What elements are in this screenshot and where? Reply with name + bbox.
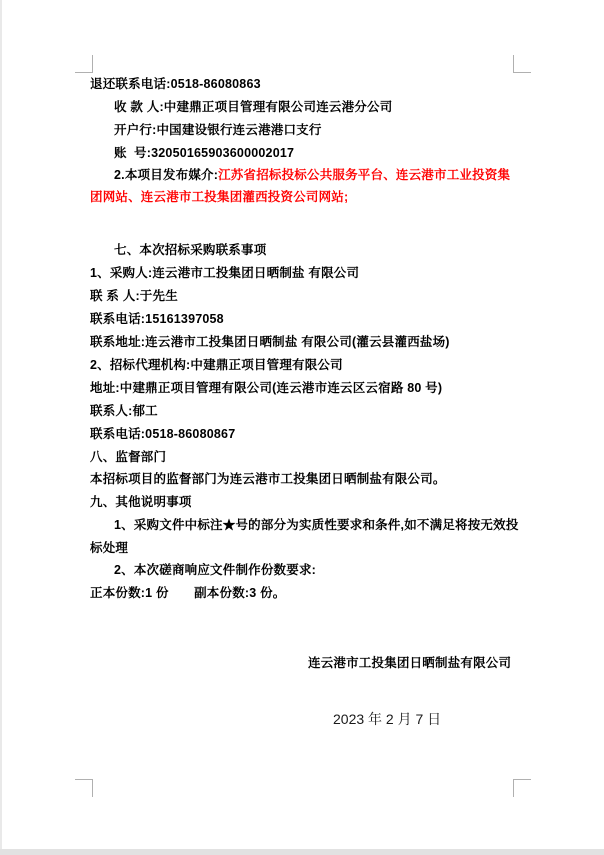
- line-copies: 正本份数:1 份 副本份数:3 份。: [90, 586, 286, 600]
- crop-mark-top-right: [513, 55, 531, 73]
- line-agency-contact: 联系人:郁工: [90, 404, 158, 418]
- crop-mark-bottom-right: [513, 779, 531, 797]
- line-note1-part2: 标处理: [90, 541, 129, 555]
- line-publish-media-cont: 团网站、连云港市工投集团灌西投资公司网站;: [90, 190, 349, 204]
- line-publish-media: [114, 167, 510, 183]
- signature-company: 连云港市工投集团日晒制盐有限公司: [308, 656, 512, 670]
- page-bottom-edge-shadow: [0, 849, 604, 855]
- crop-mark-bottom-left: [75, 779, 93, 797]
- line-purchaser: 1、采购人:连云港市工投集团日晒制盐 有限公司: [90, 266, 360, 280]
- line-agency-phone: 联系电话:0518-86080867: [90, 427, 236, 441]
- line-contact-address: 联系地址:连云港市工投集团日晒制盐 有限公司(灌云县灌西盐场): [90, 335, 450, 349]
- line-payee: 收 款 人:中建鼎正项目管理有限公司连云港分公司: [114, 100, 393, 114]
- publish-media-red-text: 江苏省招标投标公共服务平台、连云港市工业投资集: [218, 168, 511, 182]
- line-account-no: 账 号:32050165903600002017: [114, 146, 295, 160]
- crop-mark-top-left: [75, 55, 93, 73]
- publish-media-label: 2.本项目发布媒介:: [114, 168, 219, 182]
- line-section8-title: 八、监督部门: [90, 450, 167, 464]
- line-agency-address: 地址:中建鼎正项目管理有限公司(连云港市连云区云宿路 80 号): [90, 381, 443, 395]
- line-refund-phone: 退还联系电话:0518-86080863: [90, 77, 261, 91]
- line-section7-title: 七、本次招标采购联系事项: [114, 243, 267, 257]
- line-note1-part1: 1、采购文件中标注★号的部分为实质性要求和条件,如不满足将按无效投: [114, 518, 519, 532]
- line-section8-body: 本招标项目的监督部门为连云港市工投集团日晒制盐有限公司。: [90, 472, 446, 486]
- line-contact-phone: 联系电话:15161397058: [90, 312, 224, 326]
- line-section9-title: 九、其他说明事项: [90, 495, 192, 509]
- line-bank: 开户行:中国建设银行连云港港口支行: [114, 123, 322, 137]
- line-agency: 2、招标代理机构:中建鼎正项目管理有限公司: [90, 358, 343, 372]
- page-left-edge-shadow: [0, 0, 2, 855]
- line-note2: 2、本次磋商响应文件制作份数要求:: [114, 563, 317, 577]
- signature-date: 2023 年 2 月 7 日: [333, 711, 442, 727]
- line-contact-person: 联 系 人:于先生: [90, 289, 178, 303]
